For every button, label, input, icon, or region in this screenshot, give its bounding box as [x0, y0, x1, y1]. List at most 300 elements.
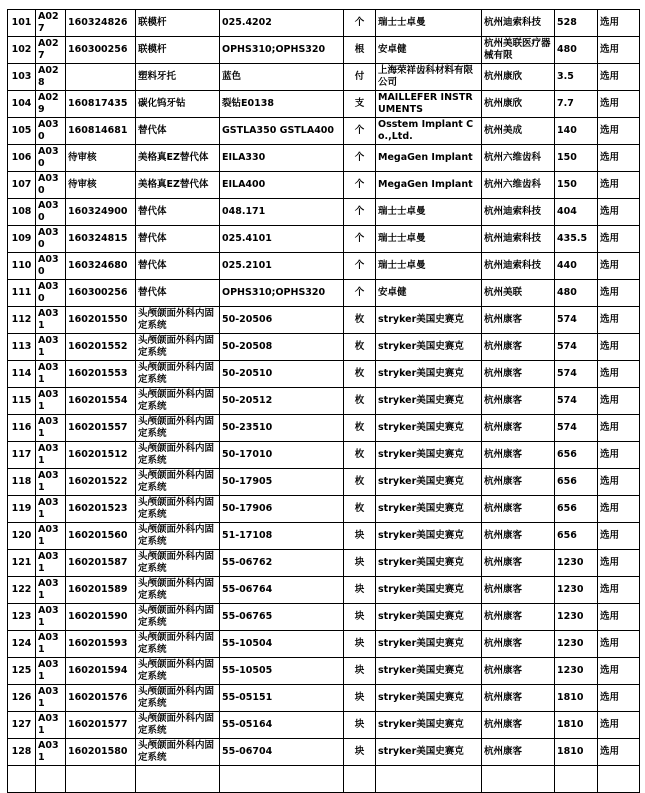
specification-cell[interactable]: 55-10504 [220, 631, 344, 658]
category-code-cell[interactable]: A031 [36, 334, 66, 361]
unit-cell[interactable]: 块 [344, 631, 376, 658]
specification-cell[interactable]: 025.4202 [220, 10, 344, 37]
specification-cell[interactable]: 55-05151 [220, 685, 344, 712]
unit-cell[interactable]: 个 [344, 253, 376, 280]
category-code-cell[interactable]: A031 [36, 523, 66, 550]
unit-cell[interactable]: 个 [344, 10, 376, 37]
status-cell[interactable]: 选用 [598, 226, 640, 253]
supplier-cell[interactable]: 杭州康客 [482, 712, 555, 739]
empty-cell[interactable] [136, 766, 220, 793]
supplier-cell[interactable]: 杭州康客 [482, 658, 555, 685]
specification-cell[interactable]: EILA400 [220, 172, 344, 199]
supplier-cell[interactable]: 杭州迪索科技 [482, 253, 555, 280]
supplier-cell[interactable]: 杭州六维齿科 [482, 145, 555, 172]
status-cell[interactable]: 选用 [598, 523, 640, 550]
row-number-cell[interactable]: 124 [8, 631, 36, 658]
status-cell[interactable]: 选用 [598, 91, 640, 118]
supplier-cell[interactable]: 杭州康欣 [482, 91, 555, 118]
price-cell[interactable]: 140 [555, 118, 598, 145]
unit-cell[interactable]: 块 [344, 658, 376, 685]
price-cell[interactable]: 1230 [555, 604, 598, 631]
status-cell[interactable]: 选用 [598, 442, 640, 469]
product-name-cell[interactable]: 头颅颌面外科内固定系统 [136, 523, 220, 550]
specification-cell[interactable]: 50-17906 [220, 496, 344, 523]
brand-cell[interactable]: 上海荣祥齿科材料有限公司 [376, 64, 482, 91]
material-code-cell[interactable]: 待审核 [66, 145, 136, 172]
category-code-cell[interactable]: A031 [36, 631, 66, 658]
price-cell[interactable]: 3.5 [555, 64, 598, 91]
price-cell[interactable]: 656 [555, 523, 598, 550]
unit-cell[interactable]: 枚 [344, 388, 376, 415]
row-number-cell[interactable]: 101 [8, 10, 36, 37]
price-cell[interactable]: 404 [555, 199, 598, 226]
price-cell[interactable]: 1230 [555, 658, 598, 685]
supplier-cell[interactable]: 杭州六维齿科 [482, 172, 555, 199]
status-cell[interactable]: 选用 [598, 415, 640, 442]
status-cell[interactable]: 选用 [598, 685, 640, 712]
status-cell[interactable]: 选用 [598, 550, 640, 577]
unit-cell[interactable]: 付 [344, 64, 376, 91]
supplier-cell[interactable]: 杭州康客 [482, 685, 555, 712]
material-code-cell[interactable]: 160201589 [66, 577, 136, 604]
unit-cell[interactable]: 枚 [344, 469, 376, 496]
product-name-cell[interactable]: 头颅颌面外科内固定系统 [136, 685, 220, 712]
specification-cell[interactable]: 048.171 [220, 199, 344, 226]
price-cell[interactable]: 574 [555, 388, 598, 415]
row-number-cell[interactable]: 123 [8, 604, 36, 631]
specification-cell[interactable]: 55-06765 [220, 604, 344, 631]
price-cell[interactable]: 7.7 [555, 91, 598, 118]
unit-cell[interactable]: 根 [344, 37, 376, 64]
category-code-cell[interactable]: A031 [36, 658, 66, 685]
product-name-cell[interactable]: 头颅颌面外科内固定系统 [136, 550, 220, 577]
unit-cell[interactable]: 枚 [344, 415, 376, 442]
brand-cell[interactable]: stryker美国史赛克 [376, 550, 482, 577]
spreadsheet-table [7, 9, 640, 793]
price-cell[interactable]: 574 [555, 307, 598, 334]
material-code-cell[interactable]: 160201590 [66, 604, 136, 631]
empty-cell[interactable] [376, 766, 482, 793]
row-number-cell[interactable]: 103 [8, 64, 36, 91]
table-row [8, 172, 640, 199]
empty-cell[interactable] [66, 766, 136, 793]
supplier-cell[interactable]: 杭州美联 [482, 280, 555, 307]
status-cell[interactable]: 选用 [598, 577, 640, 604]
specification-cell[interactable]: 55-06764 [220, 577, 344, 604]
specification-cell[interactable]: 51-17108 [220, 523, 344, 550]
price-cell[interactable]: 574 [555, 334, 598, 361]
material-code-cell[interactable]: 160201522 [66, 469, 136, 496]
material-code-cell[interactable]: 160300256 [66, 280, 136, 307]
category-code-cell[interactable]: A031 [36, 307, 66, 334]
supplier-cell[interactable]: 杭州康客 [482, 577, 555, 604]
status-cell[interactable]: 选用 [598, 64, 640, 91]
unit-cell[interactable]: 个 [344, 172, 376, 199]
category-code-cell[interactable]: A030 [36, 199, 66, 226]
brand-cell[interactable]: 瑞士士卓曼 [376, 199, 482, 226]
category-code-cell[interactable]: A029 [36, 91, 66, 118]
status-cell[interactable]: 选用 [598, 604, 640, 631]
material-code-cell[interactable]: 160817435 [66, 91, 136, 118]
status-cell[interactable]: 选用 [598, 172, 640, 199]
specification-cell[interactable]: 55-06762 [220, 550, 344, 577]
category-code-cell[interactable]: A030 [36, 145, 66, 172]
row-number-cell[interactable]: 106 [8, 145, 36, 172]
category-code-cell[interactable]: A031 [36, 685, 66, 712]
category-code-cell[interactable]: A031 [36, 739, 66, 766]
unit-cell[interactable]: 块 [344, 550, 376, 577]
table-row [8, 145, 640, 172]
material-code-cell[interactable]: 160814681 [66, 118, 136, 145]
supplier-cell[interactable]: 杭州康客 [482, 388, 555, 415]
price-cell[interactable]: 528 [555, 10, 598, 37]
material-code-cell[interactable] [66, 64, 136, 91]
product-name-cell[interactable]: 替代体 [136, 199, 220, 226]
supplier-cell[interactable]: 杭州康客 [482, 469, 555, 496]
status-cell[interactable]: 选用 [598, 712, 640, 739]
status-cell[interactable]: 选用 [598, 199, 640, 226]
product-name-cell[interactable]: 美格真EZ替代体 [136, 172, 220, 199]
product-name-cell[interactable]: 头颅颌面外科内固定系统 [136, 469, 220, 496]
category-code-cell[interactable]: A030 [36, 226, 66, 253]
price-cell[interactable]: 1810 [555, 685, 598, 712]
table-row [8, 604, 640, 631]
material-code-cell[interactable]: 160324680 [66, 253, 136, 280]
specification-cell[interactable]: 55-06704 [220, 739, 344, 766]
product-name-cell[interactable]: 头颅颌面外科内固定系统 [136, 604, 220, 631]
supplier-cell[interactable]: 杭州康客 [482, 523, 555, 550]
category-code-cell[interactable]: A031 [36, 415, 66, 442]
product-name-cell[interactable]: 塑料牙托 [136, 64, 220, 91]
brand-cell[interactable]: 瑞士士卓曼 [376, 10, 482, 37]
unit-cell[interactable]: 个 [344, 226, 376, 253]
brand-cell[interactable]: 安卓健 [376, 280, 482, 307]
supplier-cell[interactable]: 杭州迪索科技 [482, 199, 555, 226]
product-name-cell[interactable]: 头颅颌面外科内固定系统 [136, 631, 220, 658]
supplier-cell[interactable]: 杭州康客 [482, 631, 555, 658]
empty-cell[interactable] [344, 766, 376, 793]
status-cell[interactable]: 选用 [598, 739, 640, 766]
row-number-cell[interactable]: 104 [8, 91, 36, 118]
status-cell[interactable]: 选用 [598, 334, 640, 361]
price-cell[interactable]: 1230 [555, 631, 598, 658]
product-name-cell[interactable]: 替代体 [136, 253, 220, 280]
empty-cell[interactable] [220, 766, 344, 793]
price-cell[interactable]: 574 [555, 415, 598, 442]
row-number-cell[interactable]: 127 [8, 712, 36, 739]
material-code-cell[interactable]: 160201523 [66, 496, 136, 523]
specification-cell[interactable]: GSTLA350 GSTLA400 [220, 118, 344, 145]
price-cell[interactable]: 656 [555, 496, 598, 523]
empty-cell[interactable] [555, 766, 598, 793]
category-code-cell[interactable]: A031 [36, 469, 66, 496]
supplier-cell[interactable]: 杭州康客 [482, 550, 555, 577]
unit-cell[interactable]: 枚 [344, 334, 376, 361]
brand-cell[interactable]: stryker美国史赛克 [376, 604, 482, 631]
material-code-cell[interactable]: 160201576 [66, 685, 136, 712]
supplier-cell[interactable]: 杭州迪索科技 [482, 226, 555, 253]
supplier-cell[interactable]: 杭州康客 [482, 334, 555, 361]
category-code-cell[interactable]: A031 [36, 361, 66, 388]
row-number-cell[interactable]: 111 [8, 280, 36, 307]
material-code-cell[interactable]: 160201552 [66, 334, 136, 361]
status-cell[interactable]: 选用 [598, 469, 640, 496]
row-number-cell[interactable]: 120 [8, 523, 36, 550]
row-number-cell[interactable]: 118 [8, 469, 36, 496]
price-cell[interactable]: 150 [555, 145, 598, 172]
material-code-cell[interactable]: 160201593 [66, 631, 136, 658]
brand-cell[interactable]: stryker美国史赛克 [376, 361, 482, 388]
product-name-cell[interactable]: 头颅颌面外科内固定系统 [136, 496, 220, 523]
product-name-cell[interactable]: 碳化钨牙钻 [136, 91, 220, 118]
material-code-cell[interactable]: 160201557 [66, 415, 136, 442]
brand-cell[interactable]: stryker美国史赛克 [376, 523, 482, 550]
supplier-cell[interactable]: 杭州康客 [482, 442, 555, 469]
status-cell[interactable]: 选用 [598, 280, 640, 307]
specification-cell[interactable]: OPHS310;OPHS320 [220, 37, 344, 64]
brand-cell[interactable]: stryker美国史赛克 [376, 577, 482, 604]
material-code-cell[interactable]: 待审核 [66, 172, 136, 199]
brand-cell[interactable]: stryker美国史赛克 [376, 334, 482, 361]
material-code-cell[interactable]: 160201577 [66, 712, 136, 739]
material-code-cell[interactable]: 160324815 [66, 226, 136, 253]
price-cell[interactable]: 435.5 [555, 226, 598, 253]
product-name-cell[interactable]: 头颅颌面外科内固定系统 [136, 361, 220, 388]
row-number-cell[interactable]: 121 [8, 550, 36, 577]
price-cell[interactable]: 1230 [555, 577, 598, 604]
brand-cell[interactable]: stryker美国史赛克 [376, 388, 482, 415]
unit-cell[interactable]: 块 [344, 685, 376, 712]
material-code-cell[interactable]: 160201594 [66, 658, 136, 685]
row-number-cell[interactable]: 109 [8, 226, 36, 253]
table-row [8, 199, 640, 226]
specification-cell[interactable]: 50-23510 [220, 415, 344, 442]
product-name-cell[interactable]: 替代体 [136, 226, 220, 253]
row-number-cell[interactable]: 117 [8, 442, 36, 469]
status-cell[interactable]: 选用 [598, 10, 640, 37]
table-row [8, 523, 640, 550]
row-number-cell[interactable]: 126 [8, 685, 36, 712]
status-cell[interactable]: 选用 [598, 658, 640, 685]
specification-cell[interactable]: 50-17905 [220, 469, 344, 496]
supplier-cell[interactable]: 杭州康客 [482, 415, 555, 442]
product-name-cell[interactable]: 头颅颌面外科内固定系统 [136, 442, 220, 469]
unit-cell[interactable]: 个 [344, 199, 376, 226]
supplier-cell[interactable]: 杭州康欣 [482, 64, 555, 91]
brand-cell[interactable]: stryker美国史赛克 [376, 415, 482, 442]
brand-cell[interactable]: MegaGen Implant [376, 172, 482, 199]
supplier-cell[interactable]: 杭州康客 [482, 307, 555, 334]
category-code-cell[interactable]: A027 [36, 10, 66, 37]
brand-cell[interactable]: stryker美国史赛克 [376, 631, 482, 658]
category-code-cell[interactable]: A031 [36, 712, 66, 739]
category-code-cell[interactable]: A031 [36, 577, 66, 604]
row-number-cell[interactable]: 128 [8, 739, 36, 766]
unit-cell[interactable]: 块 [344, 604, 376, 631]
specification-cell[interactable]: 025.4101 [220, 226, 344, 253]
status-cell[interactable]: 选用 [598, 496, 640, 523]
product-name-cell[interactable]: 头颅颌面外科内固定系统 [136, 388, 220, 415]
category-code-cell[interactable]: A031 [36, 550, 66, 577]
brand-cell[interactable]: stryker美国史赛克 [376, 712, 482, 739]
price-cell[interactable]: 480 [555, 37, 598, 64]
empty-cell[interactable] [598, 766, 640, 793]
specification-cell[interactable]: 50-20510 [220, 361, 344, 388]
price-cell[interactable]: 656 [555, 469, 598, 496]
row-number-cell[interactable]: 105 [8, 118, 36, 145]
row-number-cell[interactable]: 107 [8, 172, 36, 199]
category-code-cell[interactable]: A031 [36, 388, 66, 415]
brand-cell[interactable]: stryker美国史赛克 [376, 442, 482, 469]
brand-cell[interactable]: stryker美国史赛克 [376, 685, 482, 712]
supplier-cell[interactable]: 杭州康客 [482, 496, 555, 523]
supplier-cell[interactable]: 杭州美成 [482, 118, 555, 145]
row-number-cell[interactable]: 110 [8, 253, 36, 280]
empty-cell[interactable] [482, 766, 555, 793]
unit-cell[interactable]: 支 [344, 91, 376, 118]
row-number-cell[interactable]: 108 [8, 199, 36, 226]
status-cell[interactable]: 选用 [598, 388, 640, 415]
brand-cell[interactable]: 瑞士士卓曼 [376, 226, 482, 253]
price-cell[interactable]: 1230 [555, 550, 598, 577]
status-cell[interactable]: 选用 [598, 361, 640, 388]
unit-cell[interactable]: 块 [344, 577, 376, 604]
unit-cell[interactable]: 块 [344, 739, 376, 766]
product-name-cell[interactable]: 头颅颌面外科内固定系统 [136, 577, 220, 604]
row-number-cell[interactable]: 122 [8, 577, 36, 604]
material-code-cell[interactable]: 160201512 [66, 442, 136, 469]
unit-cell[interactable]: 枚 [344, 496, 376, 523]
specification-cell[interactable]: 55-10505 [220, 658, 344, 685]
specification-cell[interactable]: 025.2101 [220, 253, 344, 280]
category-code-cell[interactable]: A028 [36, 64, 66, 91]
status-cell[interactable]: 选用 [598, 145, 640, 172]
row-number-cell[interactable]: 125 [8, 658, 36, 685]
row-number-cell[interactable]: 113 [8, 334, 36, 361]
product-name-cell[interactable]: 头颅颌面外科内固定系统 [136, 712, 220, 739]
specification-cell[interactable]: 50-17010 [220, 442, 344, 469]
status-cell[interactable]: 选用 [598, 118, 640, 145]
price-cell[interactable]: 440 [555, 253, 598, 280]
material-code-cell[interactable]: 160201550 [66, 307, 136, 334]
unit-cell[interactable]: 块 [344, 523, 376, 550]
product-name-cell[interactable]: 替代体 [136, 280, 220, 307]
table-row [8, 10, 640, 37]
category-code-cell[interactable]: A031 [36, 442, 66, 469]
category-code-cell[interactable]: A031 [36, 496, 66, 523]
row-number-cell[interactable]: 116 [8, 415, 36, 442]
brand-cell[interactable]: stryker美国史赛克 [376, 658, 482, 685]
product-name-cell[interactable]: 替代体 [136, 118, 220, 145]
row-number-cell[interactable]: 115 [8, 388, 36, 415]
category-code-cell[interactable]: A030 [36, 118, 66, 145]
brand-cell[interactable]: MegaGen Implant [376, 145, 482, 172]
specification-cell[interactable]: 裂钻E0138 [220, 91, 344, 118]
material-code-cell[interactable]: 160201560 [66, 523, 136, 550]
brand-cell[interactable]: 瑞士士卓曼 [376, 253, 482, 280]
table-row [8, 118, 640, 145]
material-code-cell[interactable]: 160300256 [66, 37, 136, 64]
supplier-cell[interactable]: 杭州康客 [482, 361, 555, 388]
brand-cell[interactable]: stryker美国史赛克 [376, 739, 482, 766]
supplier-cell[interactable]: 杭州美联医疗器械有限 [482, 37, 555, 64]
material-code-cell[interactable]: 160324900 [66, 199, 136, 226]
brand-cell[interactable]: stryker美国史赛克 [376, 307, 482, 334]
status-cell[interactable]: 选用 [598, 37, 640, 64]
unit-cell[interactable]: 个 [344, 118, 376, 145]
specification-cell[interactable]: OPHS310;OPHS320 [220, 280, 344, 307]
price-cell[interactable]: 150 [555, 172, 598, 199]
supplier-cell[interactable]: 杭州康客 [482, 604, 555, 631]
table-row [8, 442, 640, 469]
product-name-cell[interactable]: 头颅颌面外科内固定系统 [136, 334, 220, 361]
price-cell[interactable]: 656 [555, 442, 598, 469]
empty-cell[interactable] [36, 766, 66, 793]
specification-cell[interactable]: 50-20512 [220, 388, 344, 415]
unit-cell[interactable]: 个 [344, 145, 376, 172]
material-code-cell[interactable]: 160201587 [66, 550, 136, 577]
specification-cell[interactable]: 50-20506 [220, 307, 344, 334]
unit-cell[interactable]: 枚 [344, 361, 376, 388]
price-cell[interactable]: 574 [555, 361, 598, 388]
specification-cell[interactable]: 50-20508 [220, 334, 344, 361]
category-code-cell[interactable]: A030 [36, 172, 66, 199]
status-cell[interactable]: 选用 [598, 253, 640, 280]
table-row [8, 658, 640, 685]
unit-cell[interactable]: 个 [344, 280, 376, 307]
supplier-cell[interactable]: 杭州迪索科技 [482, 10, 555, 37]
price-cell[interactable]: 480 [555, 280, 598, 307]
material-code-cell[interactable]: 160201554 [66, 388, 136, 415]
supplier-cell[interactable]: 杭州康客 [482, 739, 555, 766]
product-name-cell[interactable]: 头颅颌面外科内固定系统 [136, 658, 220, 685]
category-code-cell[interactable]: A027 [36, 37, 66, 64]
brand-cell[interactable]: MAILLEFER INSTRUMENTS [376, 91, 482, 118]
material-code-cell[interactable]: 160201553 [66, 361, 136, 388]
product-name-cell[interactable]: 联模杆 [136, 37, 220, 64]
category-code-cell[interactable]: A031 [36, 604, 66, 631]
status-cell[interactable]: 选用 [598, 631, 640, 658]
category-code-cell[interactable]: A030 [36, 280, 66, 307]
specification-cell[interactable]: EILA330 [220, 145, 344, 172]
row-number-cell[interactable]: 112 [8, 307, 36, 334]
material-code-cell[interactable]: 160324826 [66, 10, 136, 37]
material-code-cell[interactable]: 160201580 [66, 739, 136, 766]
row-number-cell[interactable]: 114 [8, 361, 36, 388]
unit-cell[interactable]: 块 [344, 712, 376, 739]
brand-cell[interactable]: 安卓健 [376, 37, 482, 64]
row-number-cell[interactable]: 102 [8, 37, 36, 64]
price-cell[interactable]: 1810 [555, 712, 598, 739]
product-name-cell[interactable]: 美格真EZ替代体 [136, 145, 220, 172]
unit-cell[interactable]: 枚 [344, 442, 376, 469]
specification-cell[interactable]: 蓝色 [220, 64, 344, 91]
brand-cell[interactable]: stryker美国史赛克 [376, 496, 482, 523]
unit-cell[interactable]: 枚 [344, 307, 376, 334]
product-name-cell[interactable]: 头颅颌面外科内固定系统 [136, 307, 220, 334]
empty-cell[interactable] [8, 766, 36, 793]
row-number-cell[interactable]: 119 [8, 496, 36, 523]
price-cell[interactable]: 1810 [555, 739, 598, 766]
brand-cell[interactable]: stryker美国史赛克 [376, 469, 482, 496]
product-name-cell[interactable]: 联模杆 [136, 10, 220, 37]
category-code-cell[interactable]: A030 [36, 253, 66, 280]
specification-cell[interactable]: 55-05164 [220, 712, 344, 739]
brand-cell[interactable]: Osstem Implant Co.,Ltd. [376, 118, 482, 145]
status-cell[interactable]: 选用 [598, 307, 640, 334]
product-name-cell[interactable]: 头颅颌面外科内固定系统 [136, 739, 220, 766]
product-name-cell[interactable]: 头颅颌面外科内固定系统 [136, 415, 220, 442]
